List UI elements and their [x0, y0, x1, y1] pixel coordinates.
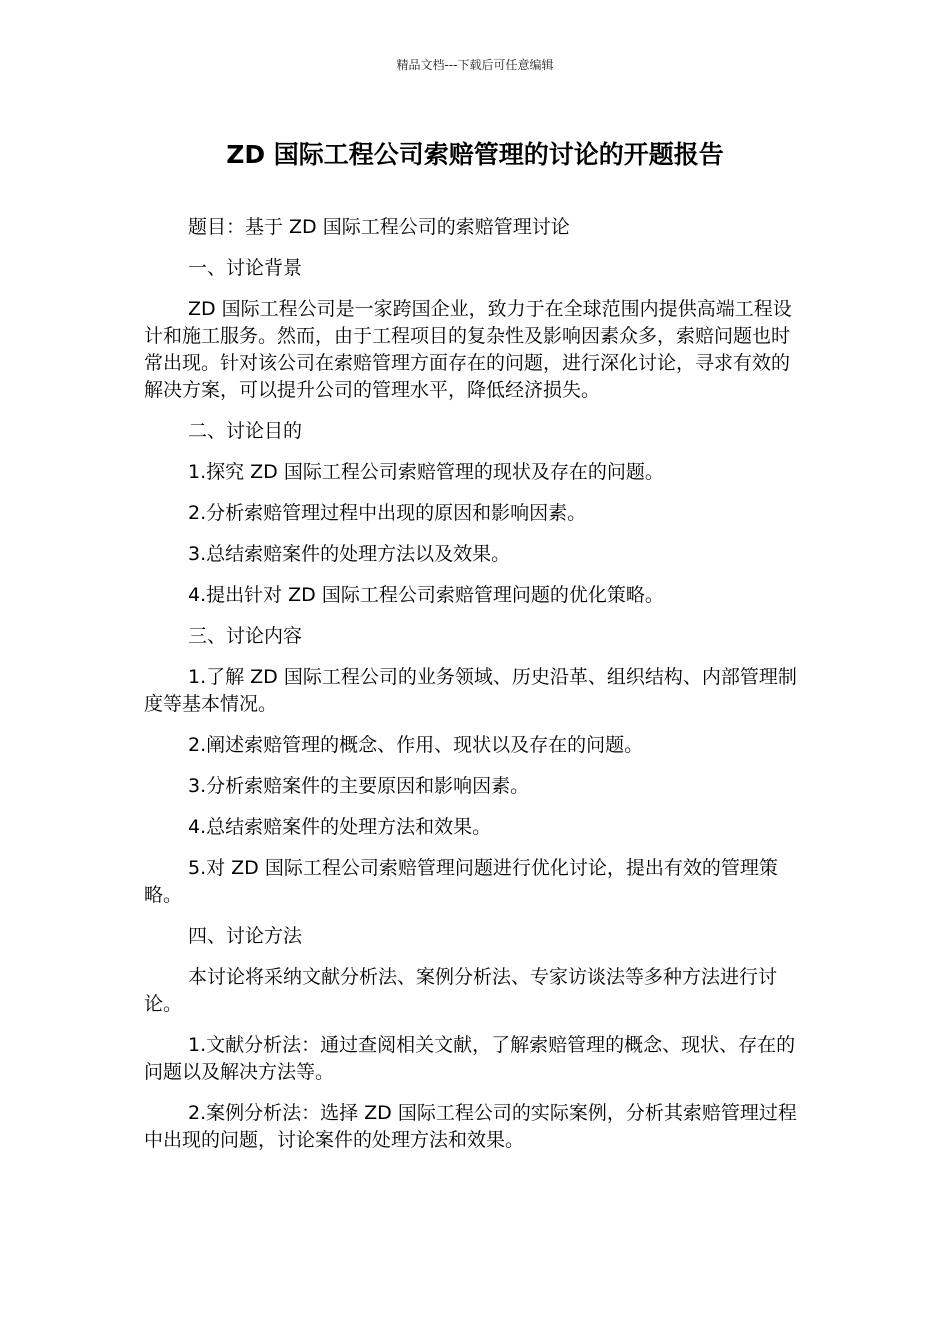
section-heading-purpose: 二、讨论目的 — [188, 420, 303, 442]
document-body — [144, 214, 808, 1168]
paragraph-background: ZD 国际工程公司是一家跨国企业，致力于在全球范围内提供高端工程设计和施工服务。然而，由于工程项目的复杂性及影响因素众多，索赔问题也时常出现。针对该公司在索赔管理方面存在的问题，进行深化讨论，寻求有效的解决方案，可以提升公司的管理水平，降低经济损失。 — [144, 298, 792, 401]
header-note: 精品文档---下载后可任意编辑 — [396, 58, 554, 72]
paragraph-method-intro: 本讨论将采纳文献分析法、案例分析法、专家访谈法等多种方法进行讨论。 — [144, 966, 778, 1015]
purpose-item-1: 1.探究 ZD 国际工程公司索赔管理的现状及存在的问题。 — [188, 461, 664, 483]
method-item-1: 1.文献分析法：通过查阅相关文献，了解索赔管理的概念、现状、存在的问题以及解决方法等。 — [144, 1034, 796, 1083]
purpose-item-2: 2.分析索赔管理过程中出现的原因和影响因素。 — [188, 502, 587, 524]
content-item-4: 4.总结索赔案件的处理方法和效果。 — [188, 816, 492, 838]
section-heading-background: 一、讨论背景 — [188, 257, 303, 279]
content-item-3: 3.分析索赔案件的主要原因和影响因素。 — [188, 775, 530, 797]
purpose-item-3: 3.总结索赔案件的处理方法以及效果。 — [188, 543, 511, 565]
purpose-item-4: 4.提出针对 ZD 国际工程公司索赔管理问题的优化策略。 — [188, 584, 664, 606]
method-item-2: 2.案例分析法：选择 ZD 国际工程公司的实际案例，分析其索赔管理过程中出现的问题，讨论案件的处理方法和效果。 — [144, 1102, 797, 1151]
content-item-5: 5.对 ZD 国际工程公司索赔管理问题进行优化讨论，提出有效的管理策略。 — [144, 857, 778, 906]
section-heading-method: 四、讨论方法 — [188, 925, 303, 947]
content-item-2: 2.阐述索赔管理的概念、作用、现状以及存在的问题。 — [188, 734, 644, 756]
paragraph-topic: 题目：基于 ZD 国际工程公司的索赔管理讨论 — [188, 216, 570, 238]
section-heading-content: 三、讨论内容 — [188, 625, 303, 647]
content-item-1: 1.了解 ZD 国际工程公司的业务领域、历史沿革、组织结构、内部管理制度等基本情况。 — [144, 666, 797, 715]
document-title: ZD 国际工程公司索赔管理的讨论的开题报告 — [226, 140, 724, 169]
